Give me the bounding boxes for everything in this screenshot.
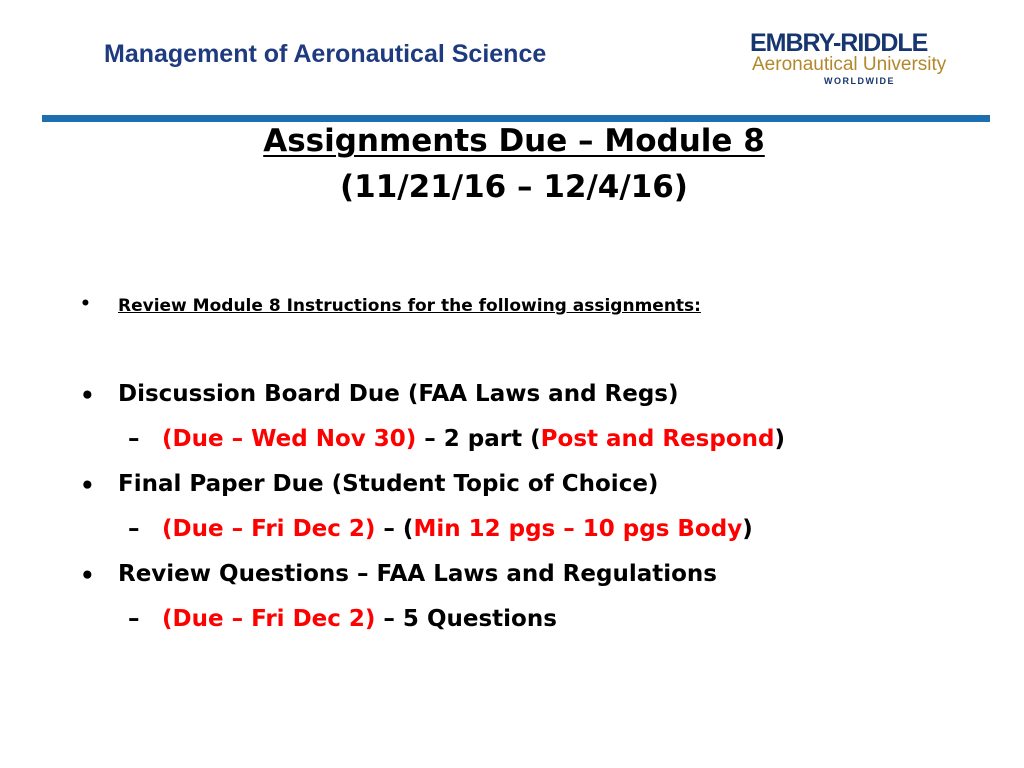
- slide-title: [40, 118, 988, 210]
- due-date: (Due – Fri Dec 2): [162, 516, 376, 542]
- detail-end: ): [742, 516, 753, 542]
- dash-icon: –: [128, 426, 140, 452]
- course-title: Management of Aeronautical Science: [104, 40, 547, 68]
- detail-text: – (: [375, 516, 414, 542]
- detail-highlight: Post and Respond: [540, 426, 775, 452]
- dash-icon: –: [128, 606, 140, 632]
- assignment-final-paper-detail: [162, 518, 753, 541]
- detail-text: – 2 part (: [416, 426, 541, 452]
- logo-sub-text: Aeronautical University: [752, 54, 947, 75]
- due-date: (Due – Wed Nov 30): [162, 426, 417, 452]
- slide-title-line1: Assignments Due – Module 8: [263, 123, 765, 159]
- logo-tag-text: WORLDWIDE: [824, 76, 895, 86]
- assignment-review-questions: Review Questions – FAA Laws and Regulations: [118, 561, 717, 587]
- university-logo: [750, 30, 982, 90]
- bullet-icon: •: [80, 563, 95, 589]
- slide-title-line2: (11/21/16 – 12/4/16): [340, 169, 688, 205]
- bullet-icon: •: [80, 294, 91, 314]
- detail-text: – 5 Questions: [375, 606, 557, 632]
- detail-highlight: Min 12 pgs – 10 pgs Body: [413, 516, 743, 542]
- dash-icon: –: [128, 516, 140, 542]
- due-date: (Due – Fri Dec 2): [162, 606, 376, 632]
- bullet-icon: •: [80, 473, 95, 499]
- assignment-discussion-board: Discussion Board Due (FAA Laws and Regs): [118, 381, 679, 407]
- assignment-final-paper: Final Paper Due (Student Topic of Choice): [118, 471, 659, 497]
- detail-end: ): [774, 426, 785, 452]
- logo-main-text: EMBRY-RIDDLE: [750, 29, 928, 57]
- bullet-icon: •: [80, 383, 95, 409]
- assignment-discussion-board-detail: [162, 428, 785, 451]
- intro-text: Review Module 8 Instructions for the following assignments:: [118, 296, 701, 316]
- assignment-review-questions-detail: [162, 608, 557, 631]
